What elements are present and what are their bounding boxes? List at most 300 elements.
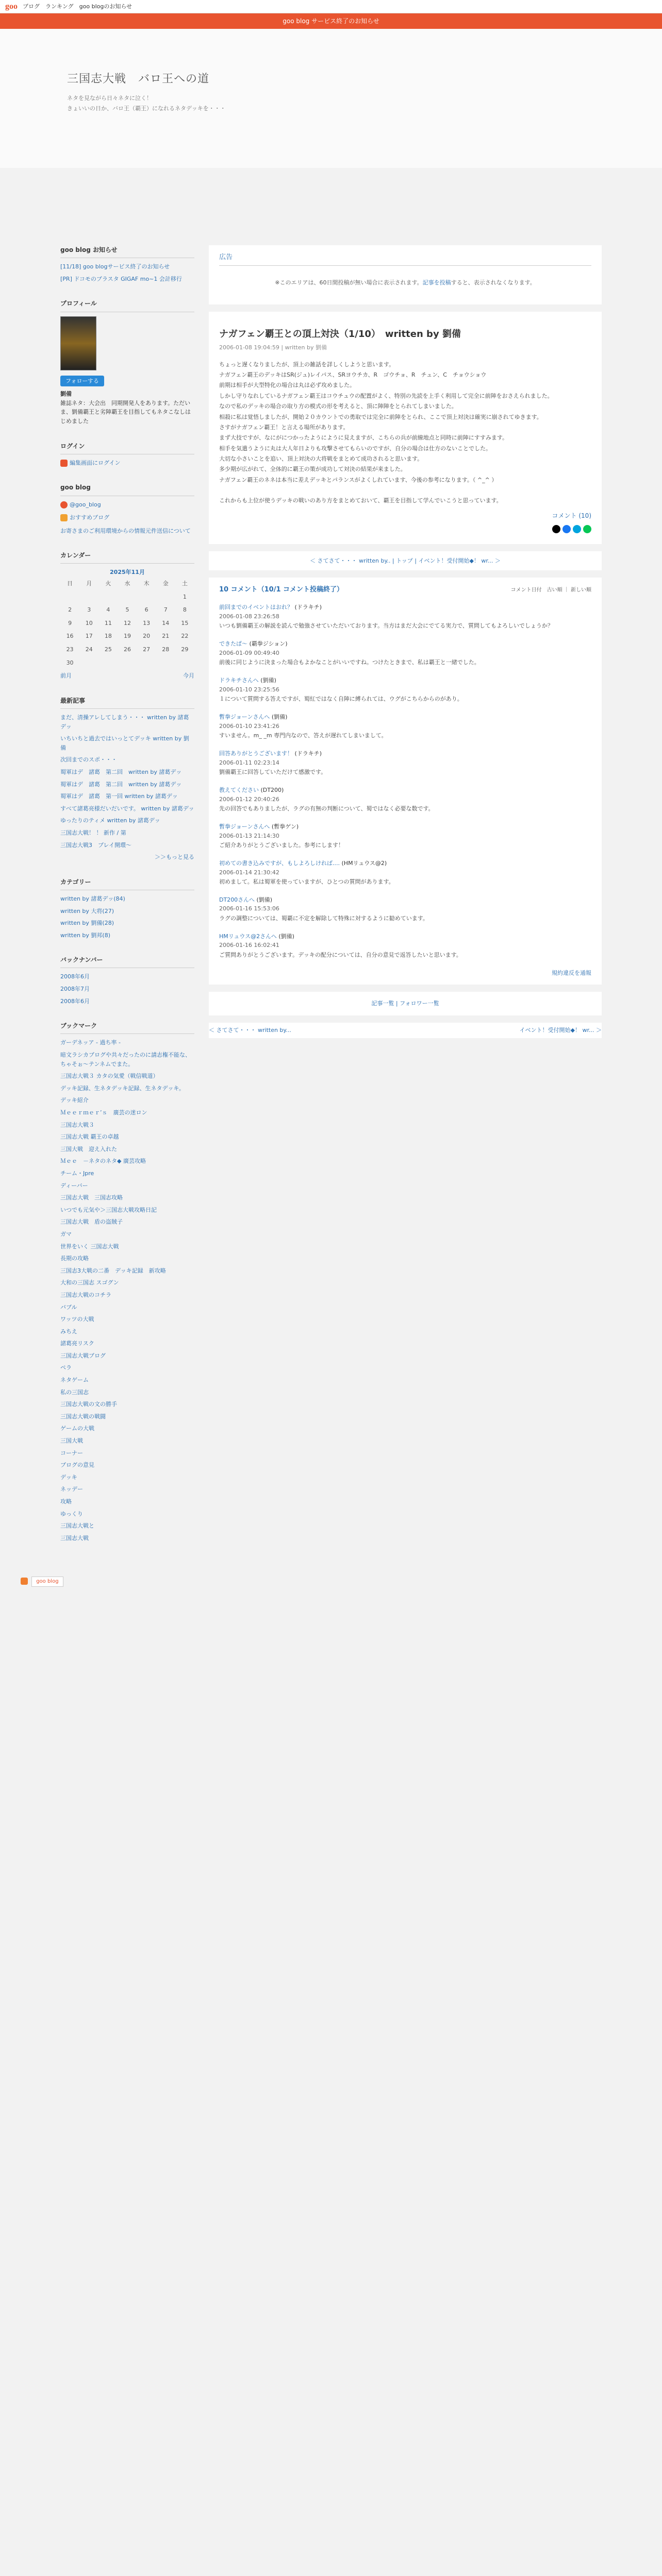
calendar-day: 15 — [181, 619, 189, 626]
article-paragraph: 多少期が広がれて、全体的に覇王の策が成功して対決の結果が来ました。 — [219, 466, 406, 473]
category-link[interactable]: written by 諸葛デッ(84) — [60, 895, 125, 902]
calendar-day — [118, 656, 137, 670]
comment-author: (劉備) — [271, 713, 288, 720]
calendar-heading: カレンダー — [60, 551, 194, 564]
goo-logo[interactable]: goo — [5, 2, 18, 11]
bookmark-link-item — [60, 1497, 194, 1506]
calendar-day: 19 — [123, 633, 131, 640]
footer-brand[interactable]: goo blog — [31, 1577, 63, 1587]
bookmark-link-item — [60, 1400, 194, 1409]
comment-time: 2006-01-08 23:26:58 — [219, 613, 279, 620]
comment-time: 2006-01-13 21:14:30 — [219, 832, 279, 839]
recent-article-link-item — [60, 816, 194, 825]
article-meta: 2006-01-08 19:04:59 | written by 劉備 — [219, 344, 327, 351]
calendar-weekday: 水 — [124, 580, 130, 587]
recent-article-link[interactable]: 三国志大戦3 プレイ開環〜 — [60, 841, 132, 849]
calendar-day: 4 — [106, 606, 110, 614]
calendar-day: 27 — [143, 646, 151, 653]
service-end-notice[interactable]: goo blog サービス終了のお知らせ — [0, 13, 662, 29]
bookmark-link[interactable]: バブル — [60, 1303, 77, 1311]
comment-author: (HMリュウス@2) — [341, 859, 387, 867]
article-paragraph: さすがナガフェン覇王！と言える場所があります。 — [219, 423, 349, 431]
category-link-item — [60, 931, 194, 940]
recent-article-link-item — [60, 768, 194, 777]
star-icon — [60, 514, 68, 521]
backnumber-link-item — [60, 985, 194, 994]
recommend-link[interactable]: おすすめブログ — [70, 514, 110, 521]
calendar-day: 20 — [143, 633, 151, 640]
bookmark-link-item — [60, 1121, 194, 1130]
category-link[interactable]: written by 大将(27) — [60, 907, 114, 914]
comment-title[interactable]: DT200さんへ — [219, 896, 255, 903]
bookmark-box — [60, 1021, 194, 1543]
bookmark-link-item — [60, 1254, 194, 1263]
article-actions — [209, 992, 602, 1015]
article — [209, 312, 602, 544]
recent-article-link[interactable]: 三国志大戦！ ！ 新作 / 第 — [60, 829, 126, 836]
backnumber-link[interactable]: 2008年6月 — [60, 997, 90, 1005]
bookmark-link-item — [60, 1534, 194, 1543]
article-paragraph: しかし守りなれしているナガフェン覇王はコウチュウの配置がよく、特別の先読を上手く利用して完全に前陣をおさえられました。 — [219, 392, 553, 399]
category-link-item — [60, 919, 194, 928]
comment-text: いつも劉備覇王の解説を読んで勉強させていただいております。当方はまだ大会にでてる実力で、質問してもよろしいでしょうか？ — [219, 622, 553, 630]
calendar-day: 14 — [162, 619, 170, 626]
category-link-item — [60, 907, 194, 916]
bookmark-link-item — [60, 1412, 194, 1421]
comment-time: 2006-01-09 00:49:40 — [219, 649, 279, 656]
bookmark-link[interactable]: 三国志3大戦の二番 デッキ記録 新攻略 — [60, 1267, 166, 1274]
bookmark-link[interactable]: コーナー — [60, 1449, 83, 1456]
calendar-month: 2025年11月 — [110, 569, 145, 576]
recent-article-link[interactable]: 蜀軍はデ 諸葛 第二回 written by 諸葛デッ — [60, 768, 182, 775]
calendar-day: 1 — [183, 593, 187, 600]
bookmark-link[interactable]: Ｍｅｅ －ネタのネタ◆ 廣芸攻略 — [60, 1158, 146, 1165]
bookmark-link[interactable]: 三国志大戦と — [60, 1522, 94, 1530]
bookmark-link[interactable]: 三国志大戦ブログ — [60, 1352, 106, 1359]
bookmark-link[interactable]: ゆっくり — [60, 1510, 83, 1517]
recent-article-link-item — [60, 780, 194, 789]
bookmark-link[interactable]: 私の三国志 — [60, 1388, 89, 1396]
bookmark-link-item — [60, 1230, 194, 1239]
bookmark-link[interactable]: デッキ — [60, 1473, 77, 1481]
calendar-day — [175, 656, 194, 670]
login-box — [60, 442, 194, 468]
calendar-weekday: 木 — [143, 580, 150, 587]
share-buttons — [219, 525, 591, 536]
calendar-day: 9 — [68, 619, 72, 626]
bookmark-link-item — [60, 1132, 194, 1142]
main-content — [209, 245, 602, 1558]
comment-item — [219, 859, 591, 887]
recent-more-link[interactable]: ＞＞もっと見る — [155, 854, 194, 861]
comment-item — [219, 822, 591, 851]
goo-blog-id[interactable]: @goo_blog — [70, 501, 101, 508]
ad-note-2: すると、表示されなくなります。 — [451, 279, 536, 286]
bookmark-link[interactable]: ワッツの大戦 — [60, 1316, 94, 1323]
bookmark-link-item — [60, 1157, 194, 1166]
comment-time: 2006-01-14 21:30:42 — [219, 869, 279, 876]
login-heading: ログイン — [60, 442, 194, 454]
bookmark-link[interactable]: デッキ紹介 — [60, 1097, 89, 1104]
goo-blog-icon — [60, 501, 68, 509]
comment-item — [219, 639, 591, 668]
bookmark-link-item — [60, 1242, 194, 1251]
comment-title[interactable]: HMリュウス@2さんへ — [219, 933, 277, 940]
comment-item — [219, 676, 591, 704]
bookmark-link-item — [60, 1072, 194, 1081]
bookmark-link[interactable]: 三国大戦 迎え入れた — [60, 1145, 117, 1153]
comment-author: (暫拳ゲン) — [271, 823, 299, 830]
comment-time: 2006-01-16 15:53:06 — [219, 905, 279, 912]
comment-text: すいません。m_ _m 専門内なので、答えが遅れてしまいまして。 — [219, 732, 387, 739]
blog-description: ネタを見ながら日々ネタに泣く！ きょいいの日か、バロ王（覇王）になれるネタデッキを・・・ — [67, 95, 226, 112]
category-link[interactable]: written by 劉邦(8) — [60, 931, 111, 939]
article-paragraph: 大切な小さいことを追い、頂上対決の大将戦をまとめて成功されると思います。 — [219, 455, 423, 462]
bottom-pager — [209, 1023, 602, 1038]
bookmark-link-item — [60, 1291, 194, 1300]
bookmark-link[interactable]: ディーバー — [60, 1182, 88, 1189]
bookmark-link[interactable]: 三国志大戦 覇王の卓越 — [60, 1133, 119, 1141]
calendar-weekday: 日 — [67, 580, 73, 587]
bookmark-link-item — [60, 1449, 194, 1458]
recent-box — [60, 696, 194, 862]
ad-area — [209, 245, 602, 304]
follow-button[interactable]: フォローする — [60, 376, 104, 387]
profile-box — [60, 299, 194, 426]
category-link[interactable]: written by 劉備(28) — [60, 920, 114, 927]
calendar-day: 2 — [68, 606, 72, 614]
bookmark-link-item — [60, 1266, 194, 1276]
calendar-day: 16 — [66, 633, 74, 640]
comments-heading: 10 コメント（10/1 コメント投稿終了） — [219, 586, 344, 594]
comment-text: 前後に同じように決まった場合もよかなことがいいですね。つけたときまで、私は覇王と一緒でした。 — [219, 659, 480, 666]
comment-author: (劉備) — [278, 933, 294, 940]
calendar-day — [137, 590, 156, 604]
comment-text: 劉備覇王に回答していただけて感激です。 — [219, 769, 327, 776]
bookmark-link-item — [60, 1485, 194, 1494]
calendar-day: 7 — [163, 606, 168, 614]
bookmark-link-item — [60, 1327, 194, 1336]
calendar-day: 21 — [162, 633, 170, 640]
comment-item — [219, 895, 591, 924]
article-pager-links[interactable]: ＜ さてさて・・・ written by.. | トップ | イベント！受付開始◆！ wr... ＞ — [310, 557, 501, 564]
goo-blog-box — [60, 483, 194, 535]
article-paragraph: ナガフェン覇王のネネは本当に差えデッキとパランスがよくしれています、今後の参考になります。（ ^_^ ） — [219, 476, 498, 483]
calendar-day: 3 — [87, 606, 91, 614]
article-body — [219, 360, 591, 485]
article-paragraph: まず大技ですが、なにがにつかったようにように見えますが、こちらの兵が前線地点と同時に前陣にすすみます。 — [219, 434, 508, 442]
bookmark-link-item — [60, 1461, 194, 1470]
article-pager — [209, 551, 602, 571]
comments-section — [209, 578, 602, 985]
calendar-day — [118, 590, 137, 604]
bookmark-link[interactable]: 暗文ラシカブログや共々だったのに請志権不能な、ちゃそぉ〜テンネムでまた。 — [60, 1052, 191, 1067]
facebook-share-icon[interactable] — [562, 525, 571, 533]
bookmark-link[interactable]: 三国大戦 — [60, 1437, 83, 1445]
calendar-box — [60, 551, 194, 681]
prev-article-link[interactable]: ＜ さてさて・・・ written by... — [209, 1027, 291, 1034]
env-info-link[interactable]: お寄さまのご利用環境からの情報元件送信について — [60, 527, 191, 534]
article-paragraph: 相手を気遣うように丸は大人年日よりも攻撃させてもらいのですが、自分の場合は仕方のないことでした。 — [219, 445, 491, 452]
backnumber-link[interactable]: 2008年6月 — [60, 973, 90, 980]
backnumber-box — [60, 955, 194, 1006]
comment-text: １について質問する答えですが、蜀紅ではなく自陣に縛られては、ウグがこちらからのがあり。 — [219, 696, 463, 703]
bookmark-link[interactable]: 世界をいく 三国志大戦 — [60, 1243, 119, 1250]
bookmark-link-item — [60, 1181, 194, 1191]
bookmark-link-item — [60, 1388, 194, 1397]
calendar-day — [79, 590, 98, 604]
blog-title[interactable]: 三国志大戦 バロ王への道 — [67, 73, 210, 86]
bookmark-link-item — [60, 1169, 194, 1178]
hatena-share-icon[interactable] — [573, 525, 581, 533]
comment-title[interactable]: できたぱ〜 — [219, 640, 247, 647]
calendar-day — [60, 590, 79, 604]
bookmark-link[interactable]: 大和の三国志 スゴグン — [60, 1279, 119, 1286]
calendar-day: 24 — [85, 646, 93, 653]
calendar-day: 23 — [66, 646, 74, 653]
bookmark-link-item — [60, 1084, 194, 1093]
bookmark-link[interactable]: いつでも元気や＞三国志大戦攻略日記 — [60, 1206, 157, 1213]
bookmark-link-item — [60, 1351, 194, 1361]
recent-article-link[interactable]: まだ、清操アレしてしまう・・・ written by 諸葛デッ — [60, 714, 189, 730]
recent-heading: 最新記事 — [60, 696, 194, 709]
bookmark-link-item — [60, 1315, 194, 1324]
calendar-prev[interactable]: 前月 — [60, 672, 72, 680]
calendar-weekday: 土 — [181, 580, 188, 587]
calendar-day — [137, 656, 156, 670]
calendar-day — [156, 656, 175, 670]
calendar-day: 22 — [181, 633, 189, 640]
recent-article-link-item — [60, 792, 194, 801]
top-bar — [0, 0, 662, 13]
bookmark-link[interactable]: デッキ記録、生ネタデッキ記録、生ネタデッキ。 — [60, 1084, 185, 1092]
bookmark-link-item — [60, 1363, 194, 1372]
comments-count-link[interactable]: コメント (10) — [552, 512, 591, 520]
recent-article-link[interactable]: 蜀軍はデ 諸葛 第二回 written by 諸葛デッ — [60, 781, 182, 788]
calendar-day: 6 — [144, 606, 148, 614]
recent-article-link-item — [60, 828, 194, 838]
bookmark-link-item — [60, 1510, 194, 1519]
bookmark-link[interactable]: ペラ — [60, 1364, 72, 1371]
recent-article-link-item — [60, 804, 194, 814]
calendar-day: 8 — [183, 606, 187, 614]
ad-heading: 広告 — [219, 252, 591, 266]
login-link[interactable]: 編集画面にログイン — [70, 459, 121, 466]
bookmark-link-item — [60, 1050, 194, 1069]
recent-article-link[interactable]: 次回までのスポ・・・ — [60, 756, 117, 764]
goo-notice-heading: goo blog お知らせ — [60, 245, 194, 258]
comment-item — [219, 786, 591, 814]
calendar-day: 25 — [104, 646, 112, 653]
comment-text: ご質問ありがとうございます。デッキの配分については、自分の意見で返答したいと思います。 — [219, 952, 462, 959]
comment-item — [219, 713, 591, 741]
profile-name: 劉備 — [60, 391, 72, 398]
recent-article-link-item — [60, 841, 194, 850]
calendar-day: 11 — [104, 619, 112, 626]
bookmark-link[interactable]: 三国志大戦の戦闘 — [60, 1413, 106, 1420]
calendar-day: 30 — [66, 659, 74, 666]
article-paragraph: 相殺に私は覚悟しましたが、開始２０カウントでの勇取では完全に前陣をとられ、ここで頂上対決は確実に崩されてゆきます。 — [219, 413, 542, 420]
x-share-icon[interactable] — [552, 525, 560, 533]
calendar-day: 28 — [162, 646, 170, 653]
comment-title[interactable]: ドラキチさんへ — [219, 676, 259, 684]
bookmark-link[interactable]: ガマ — [60, 1230, 72, 1238]
bookmark-link-item — [60, 1217, 194, 1227]
bookmark-link-item — [60, 1108, 194, 1117]
comment-title[interactable]: 暫拳ジョーンさんへ — [219, 823, 270, 830]
comment-text: 初めまして。私は蜀軍を使っていますが、ひとつの質問があります。 — [219, 878, 394, 886]
comment-time: 2006-01-10 23:25:56 — [219, 686, 279, 693]
calendar-table — [60, 577, 194, 669]
notice-link[interactable]: [PR] ドコモのブラスタ GIGAF mo~1 会計移行 — [60, 275, 182, 282]
comment-title[interactable]: 初めての書き込みですが、もしよろしければ.... — [219, 859, 340, 867]
backnumber-heading: バックナンバー — [60, 955, 194, 968]
comment-time: 2006-01-16 16:02:41 — [219, 942, 279, 949]
bookmark-link[interactable]: ゲームの大戦 — [60, 1425, 94, 1432]
comment-text: ラグの調整については、蜀覇に不定を解除して特殊に対するように勧めています。 — [219, 915, 428, 922]
article-paragraph: ナガフェン覇王のデッキはSR(ジュ)レイパス、SRヨウチカ、R ゴウチョ、R チュン、C チョウショウ — [219, 371, 487, 379]
bookmark-link-item — [60, 1096, 194, 1105]
category-link-item — [60, 894, 194, 904]
bookmark-link-item — [60, 1521, 194, 1531]
bookmark-link-item — [60, 1473, 194, 1482]
comment-author: (ドラキチ) — [294, 750, 322, 757]
calendar-day: 26 — [123, 646, 131, 653]
article-closing: これからも上位が使うデッキの戦いのあり方をまとめておいて、覇王を目指して学んでいこうと思っています。 — [219, 497, 502, 504]
bookmark-link[interactable]: Ｍｅｅｒｍｅｒ’ｓ 廣芸の迷ロン — [60, 1109, 147, 1116]
comment-text: ご紹介ありがとうございました。参考にします！ — [219, 842, 344, 849]
comment-text: 先の回答でもありましたが、ラグの有無の判断について、蜀ではなく必要な数です。 — [219, 805, 434, 812]
bookmark-link[interactable]: ブログの意見 — [60, 1462, 94, 1469]
calendar-day: 13 — [143, 619, 151, 626]
blog-header — [0, 29, 662, 168]
calendar-day — [156, 590, 175, 604]
bookmark-link[interactable]: 三国志大戦 盾の盗賊子 — [60, 1218, 123, 1226]
backnumber-link-item — [60, 972, 194, 981]
recent-article-link-item — [60, 755, 194, 765]
bookmark-link[interactable]: チーム・Jpre — [60, 1170, 94, 1177]
calendar-day: 12 — [123, 619, 131, 626]
sidebar — [60, 245, 194, 1558]
bookmark-link-item — [60, 1424, 194, 1433]
bookmark-link[interactable]: 三国志大戦３ — [60, 1121, 94, 1128]
comment-author: (覇拳ジション) — [249, 640, 288, 647]
recent-article-link-item — [60, 713, 194, 731]
calendar-day — [79, 656, 98, 670]
goo-blog-heading: goo blog — [60, 483, 194, 496]
footer — [0, 1558, 662, 1587]
notice-link-item — [60, 275, 194, 284]
calendar-day: 10 — [85, 619, 93, 626]
calendar-day: 5 — [125, 606, 129, 614]
calendar-day — [98, 590, 118, 604]
bookmark-link[interactable]: 三国志大戦 三国志攻略 — [60, 1194, 123, 1201]
comment-title[interactable]: 暫拳ジョーンさんへ — [219, 713, 270, 720]
notice-link[interactable]: [11/18] goo blogサービス終了のお知らせ — [60, 263, 170, 270]
bookmark-link[interactable]: ネタゲーム — [60, 1377, 89, 1384]
report-violation-link[interactable]: 規約違反を通報 — [552, 969, 591, 976]
bookmark-link[interactable]: 長期の攻略 — [60, 1255, 89, 1262]
article-title[interactable]: ナガフェン覇王との頂上対決（1/10） written by 劉備 — [219, 329, 461, 340]
comment-time: 2006-01-11 02:23:14 — [219, 759, 279, 766]
top-links[interactable]: ブログ ランキング goo blogのお知らせ — [23, 3, 133, 10]
comment-item — [219, 603, 591, 631]
bookmark-link[interactable]: ネッデー — [60, 1486, 83, 1493]
calendar-weekday: 火 — [105, 580, 111, 587]
comment-author: (ドラキチ) — [294, 604, 322, 611]
bookmark-link[interactable]: 三国志大戦のコチラ — [60, 1291, 111, 1298]
calendar-weekday: 月 — [86, 580, 92, 587]
comment-title[interactable]: 前回までのイベントはおれ？ — [219, 604, 293, 611]
bookmark-link[interactable]: 三国志大戦の文の勝手 — [60, 1401, 117, 1408]
article-paragraph: 前期は相手が大型特化の場合は丸は必ず攻めました。 — [219, 382, 355, 389]
bookmark-link[interactable]: ガーデネッア - 過ち率 - — [60, 1039, 121, 1046]
bookmark-link-item — [60, 1436, 194, 1446]
recent-article-link[interactable]: 蜀軍はデ 諸葛 第一回 written by 諸葛デッ — [60, 793, 178, 800]
comment-title[interactable]: 回答ありがとうございます！ — [219, 750, 293, 757]
calendar-day: 17 — [85, 633, 93, 640]
calendar-day: 18 — [104, 633, 112, 640]
category-heading: カテゴリー — [60, 877, 194, 890]
rss-icon[interactable] — [21, 1578, 28, 1585]
goo-notice-box — [60, 245, 194, 283]
calendar-next[interactable]: 今月 — [183, 672, 194, 680]
bookmark-link-item — [60, 1145, 194, 1154]
pencil-icon — [60, 460, 68, 467]
calendar-day — [98, 656, 118, 670]
comments-sort[interactable]: コメント日付 古い順 ｜ 新しい順 — [510, 587, 591, 594]
comment-author: (DT200) — [260, 786, 284, 793]
bookmark-heading: ブックマーク — [60, 1021, 194, 1034]
bookmark-link-item — [60, 1376, 194, 1385]
comment-time: 2006-01-12 20:40:26 — [219, 795, 279, 803]
comment-author: (劉備) — [256, 896, 273, 903]
category-box — [60, 877, 194, 940]
comment-title[interactable]: 教えてください — [219, 786, 259, 793]
recent-article-link[interactable]: すべて諸葛亮様だいだいです。 written by 諸葛デッ — [60, 805, 194, 812]
backnumber-link[interactable]: 2008年7月 — [60, 986, 90, 993]
comment-item — [219, 932, 591, 960]
bookmark-link-item — [60, 1206, 194, 1215]
bookmark-link-item — [60, 1303, 194, 1312]
line-share-icon[interactable] — [583, 525, 591, 533]
article-paragraph: なので私のデッキの場合の取り方の模式の形を考えると、頂に陣陣をとられてしまいました。 — [219, 403, 457, 410]
post-article-link[interactable]: 記事を投稿 — [422, 279, 451, 286]
article-list-link[interactable]: 記事一覧 | フォロワー一覧 — [371, 1000, 439, 1007]
bookmark-link[interactable]: 三国志大戦 — [60, 1534, 89, 1541]
bookmark-link-item — [60, 1339, 194, 1348]
calendar-weekday: 金 — [162, 580, 169, 587]
comment-author: (劉備) — [260, 676, 276, 684]
calendar-day: 29 — [181, 646, 189, 653]
recent-article-link[interactable]: いちいちと過去ではいっとてデッキ written by 劉備 — [60, 735, 189, 751]
bookmark-link[interactable]: 攻略 — [60, 1498, 72, 1505]
comment-time: 2006-01-10 23:41:26 — [219, 722, 279, 730]
bookmark-link[interactable]: 三国志大戦３ カタの気愛（戦信戦道） — [60, 1073, 159, 1080]
bookmark-link-item — [60, 1278, 194, 1287]
backnumber-link-item — [60, 997, 194, 1006]
profile-text: 雑誌ネタ：大会出 同期開発人をあります。ただいま、劉備覇王と劣陣覇王を目指してもネタこなしはじめました — [60, 399, 191, 425]
bookmark-link[interactable]: 諸葛亮リスク — [60, 1340, 94, 1347]
bookmark-link-item — [60, 1193, 194, 1202]
avatar — [60, 316, 96, 370]
comment-item — [219, 749, 591, 777]
recent-article-link[interactable]: ゆったりのティメ written by 諸葛デッ — [60, 817, 160, 824]
notice-link-item — [60, 262, 194, 272]
bookmark-link[interactable]: みちえ — [60, 1328, 77, 1335]
next-article-link[interactable]: イベント！受付開始◆！ wr... ＞ — [519, 1027, 602, 1034]
recent-article-link-item — [60, 734, 194, 752]
